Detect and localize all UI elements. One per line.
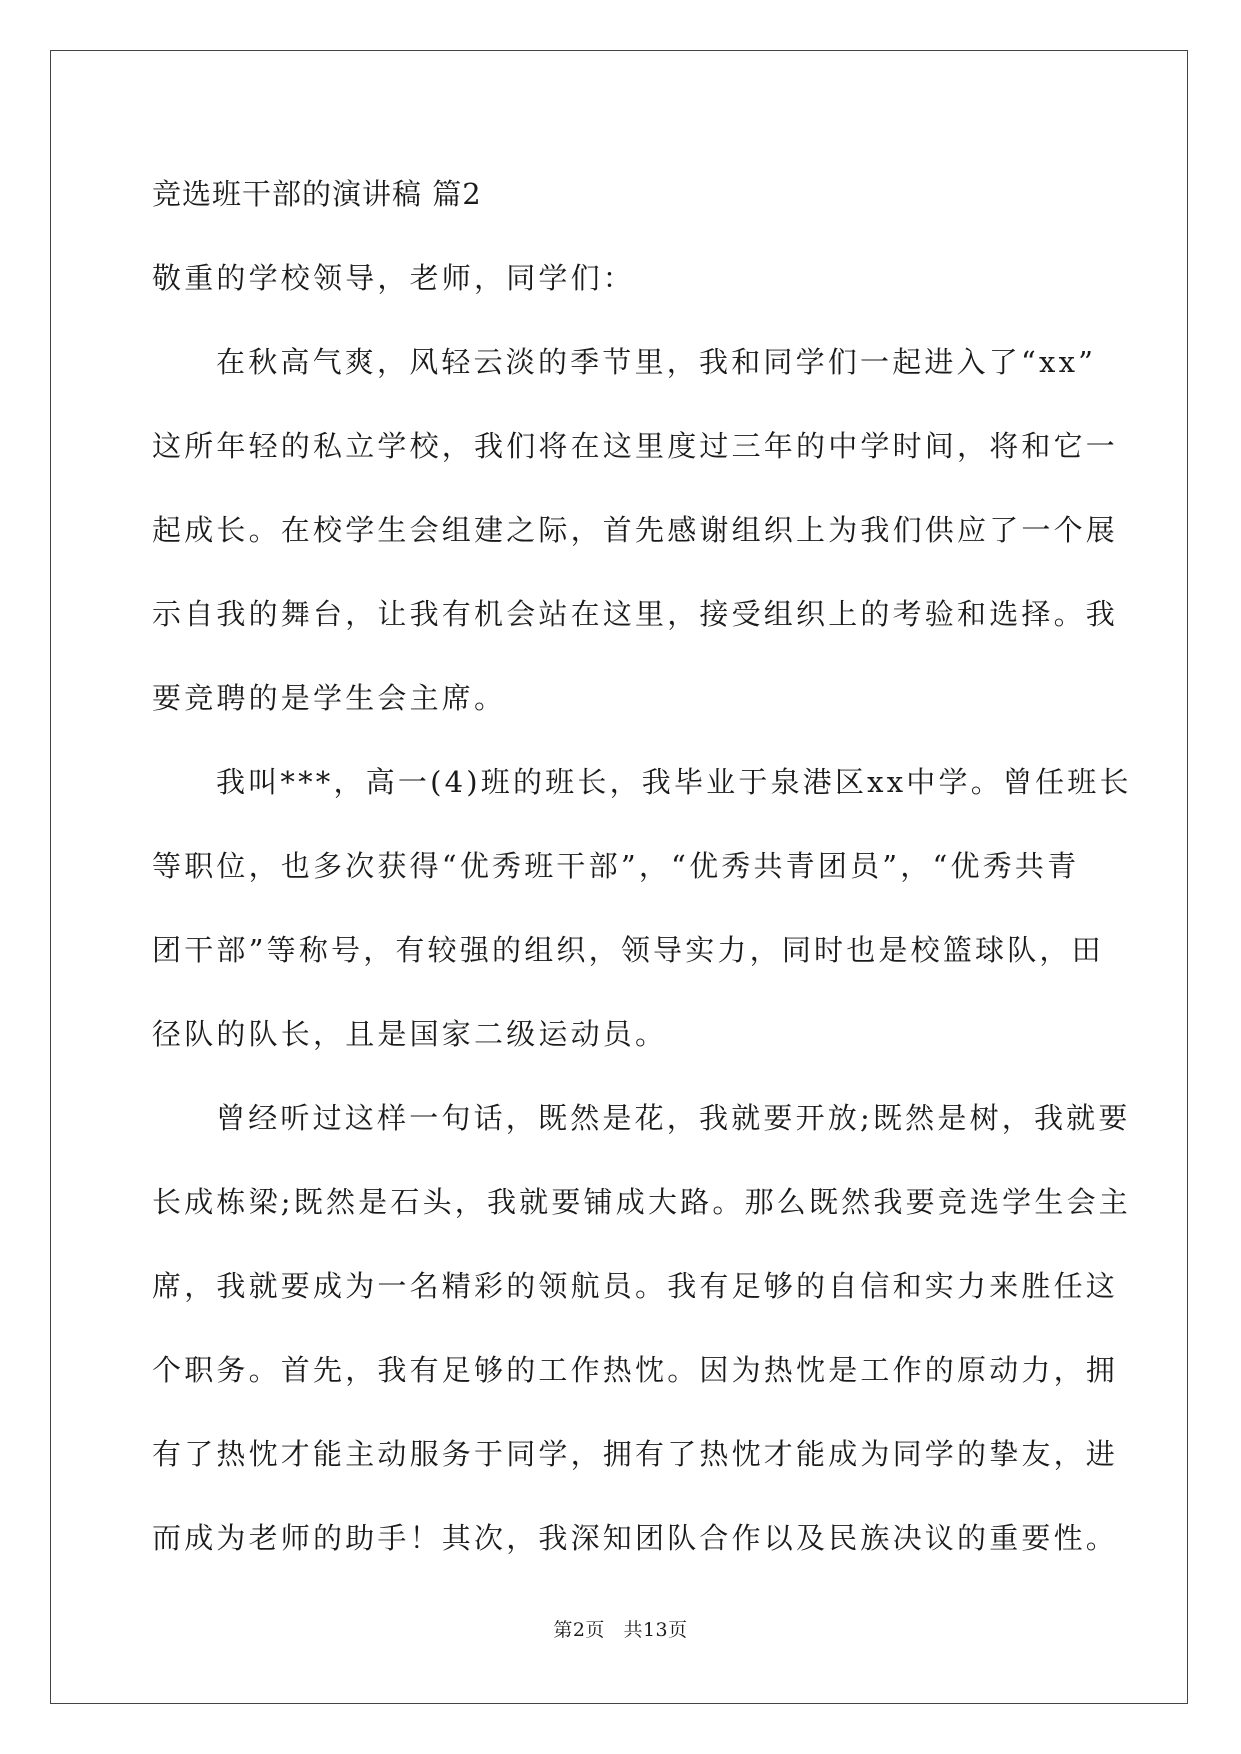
text-line: 等职位，也多次获得“优秀班干部”，“优秀共青团员”，“优秀共青: [152, 849, 1080, 883]
text-line: 这所年轻的私立学校，我们将在这里度过三年的中学时间，将和它一: [152, 429, 1119, 463]
text-line: 在秋高气爽，风轻云淡的季节里，我和同学们一起进入了“xx”: [216, 345, 1097, 379]
text-line: 而成为老师的助手！其次，我深知团队合作以及民族决议的重要性。: [152, 1521, 1119, 1555]
document-title: 竞选班干部的演讲稿 篇2: [152, 177, 482, 211]
text-line: 长成栋梁;既然是石头，我就要铺成大路。那么既然我要竞选学生会主: [152, 1185, 1131, 1219]
greeting: 敬重的学校领导，老师，同学们：: [152, 261, 636, 295]
page-number: 第2页: [553, 1619, 605, 1641]
text-line: 起成长。在校学生会组建之际，首先感谢组织上为我们供应了一个展: [152, 513, 1119, 547]
text-line: 径队的队长，且是国家二级运动员。: [152, 1017, 668, 1051]
text-line: 有了热忱才能主动服务于同学，拥有了热忱才能成为同学的挚友，进: [152, 1437, 1119, 1471]
text-line: 个职务。首先，我有足够的工作热忱。因为热忱是工作的原动力，拥: [152, 1353, 1119, 1387]
text-line: 团干部”等称号，有较强的组织，领导实力，同时也是校篮球队，田: [152, 933, 1104, 967]
page-footer: [0, 1615, 1241, 1642]
text-line: 席，我就要成为一名精彩的领航员。我有足够的自信和实力来胜任这: [152, 1269, 1119, 1303]
text-line: 我叫***，高一(4)班的班长，我毕业于泉港区xx中学。曾任班长: [216, 765, 1132, 799]
text-line: 要竞聘的是学生会主席。: [152, 681, 507, 715]
document-body: [152, 160, 1132, 1588]
page-total: 共13页: [623, 1619, 688, 1641]
text-line: 示自我的舞台，让我有机会站在这里，接受组织上的考验和选择。我: [152, 597, 1119, 631]
text-line: 曾经听过这样一句话，既然是花，我就要开放;既然是树，我就要: [216, 1101, 1131, 1135]
